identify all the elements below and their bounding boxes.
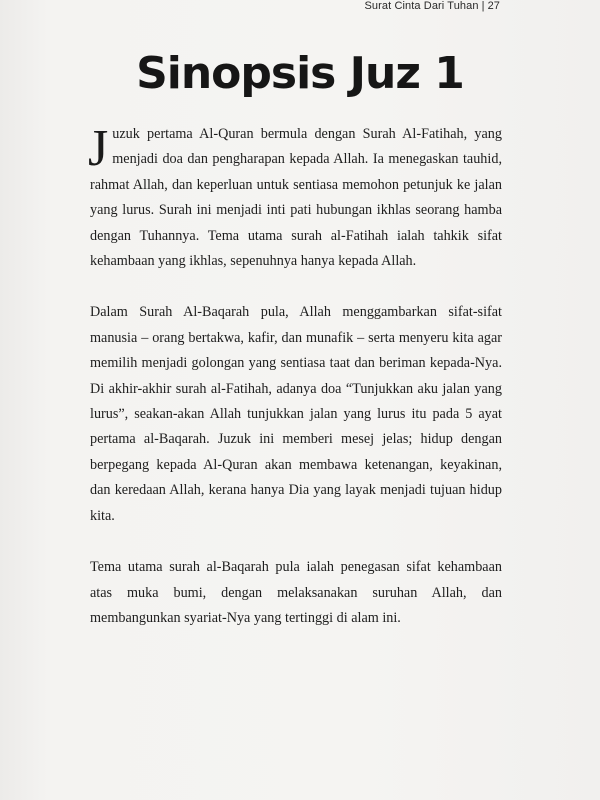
running-header: [365, 0, 501, 12]
page-title: Sinopsis Juz 1: [136, 48, 464, 99]
drop-cap: J: [88, 120, 109, 177]
book-title: Surat Cinta Dari Tuhan: [364, 0, 479, 12]
paragraph-1-text: uzuk pertama Al-Quran bermula dengan Surah Al-Fatihah, yang menjadi doa dan pengharapan kepada Allah. Ia menegaskan tauhid, rahmat Allah, dan keperluan untuk sentiasa memohon petunjuk ke jalan yang lurus. Surah ini menjadi inti pati hubungan ikhlas seorang hamba dengan Tuhannya. Tema utama surah al-Fatihah ialah tahkik sifat kehambaan yang ikhlas, sepenuhnya hanya kepada Allah.: [90, 126, 502, 270]
page-number: 27: [487, 0, 500, 12]
paragraph-1: [90, 122, 502, 274]
paragraph-3: Tema utama surah al-Baqarah pula ialah penegasan sifat kehambaan atas muka bumi, dengan melaksanakan suruhan Allah, dan membangunkan syariat-Nya yang tertinggi di alam ini.: [90, 559, 502, 626]
paragraph-2: Dalam Surah Al-Baqarah pula, Allah menggambarkan sifat-sifat manusia – orang bertakwa, kafir, dan munafik – serta menyeru kita agar memilih menjadi golongan yang sentiasa taat dan beriman kepada-Nya. Di akhir-akhir surah al-Fatihah, adanya doa “Tunjukkan aku jalan yang lurus”, seakan-akan Allah tunjukkan jalan yang lurus itu pada 5 ayat pertama al-Baqarah. Juzuk ini memberi mesej jelas; hidup dengan berpegang kepada Al-Quran akan membawa ketenangan, keyakinan, dan keredaan Allah, kerana hanya Dia yang layak menjadi tujuan hidup kita.: [90, 304, 502, 524]
body-text: [90, 122, 502, 631]
header-separator: |: [481, 0, 485, 12]
